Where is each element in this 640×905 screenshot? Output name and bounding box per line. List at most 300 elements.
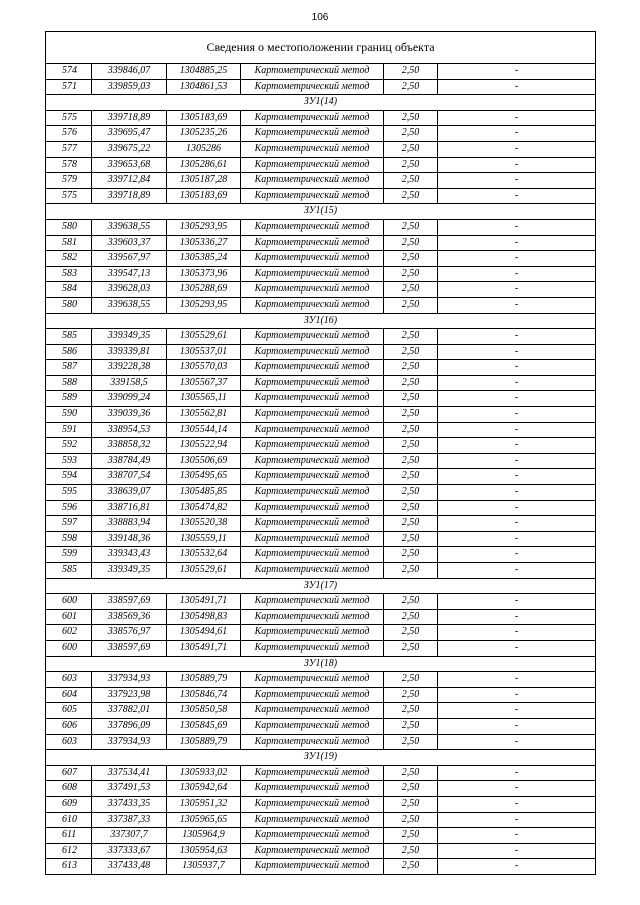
description-cell: - bbox=[438, 235, 596, 251]
method-cell: Картометрический метод bbox=[241, 469, 384, 485]
table-row bbox=[46, 407, 596, 423]
accuracy-cell: 2,50 bbox=[384, 843, 438, 859]
accuracy-cell: 2,50 bbox=[384, 796, 438, 812]
y-coordinate-cell: 1305286 bbox=[167, 141, 241, 157]
x-coordinate-cell: 338858,32 bbox=[92, 438, 167, 454]
y-coordinate-cell: 1305385,24 bbox=[167, 251, 241, 267]
x-coordinate-cell: 338954,53 bbox=[92, 422, 167, 438]
accuracy-cell: 2,50 bbox=[384, 141, 438, 157]
y-coordinate-cell: 1305520,38 bbox=[167, 516, 241, 532]
method-cell: Картометрический метод bbox=[241, 609, 384, 625]
table-row bbox=[46, 141, 596, 157]
x-coordinate-cell: 337333,67 bbox=[92, 843, 167, 859]
method-cell: Картометрический метод bbox=[241, 734, 384, 750]
y-coordinate-cell: 1305567,37 bbox=[167, 375, 241, 391]
method-cell: Картометрический метод bbox=[241, 547, 384, 563]
y-coordinate-cell: 1305562,81 bbox=[167, 407, 241, 423]
table-row bbox=[46, 64, 596, 80]
point-number-cell: 578 bbox=[46, 157, 92, 173]
point-number-cell: 592 bbox=[46, 438, 92, 454]
accuracy-cell: 2,50 bbox=[384, 609, 438, 625]
x-coordinate-cell: 338707,54 bbox=[92, 469, 167, 485]
description-cell: - bbox=[438, 282, 596, 298]
table-row bbox=[46, 126, 596, 142]
y-coordinate-cell: 1305846,74 bbox=[167, 687, 241, 703]
accuracy-cell: 2,50 bbox=[384, 640, 438, 656]
point-number-cell: 587 bbox=[46, 360, 92, 376]
description-cell: - bbox=[438, 640, 596, 656]
point-number-cell: 605 bbox=[46, 703, 92, 719]
table-row bbox=[46, 718, 596, 734]
table-row bbox=[46, 438, 596, 454]
method-cell: Картометрический метод bbox=[241, 329, 384, 345]
table-row bbox=[46, 594, 596, 610]
point-number-cell: 580 bbox=[46, 297, 92, 313]
point-number-cell: 595 bbox=[46, 485, 92, 501]
description-cell: - bbox=[438, 859, 596, 875]
point-number-cell: 602 bbox=[46, 625, 92, 641]
point-number-cell: 575 bbox=[46, 188, 92, 204]
x-coordinate-cell: 339695,47 bbox=[92, 126, 167, 142]
method-cell: Картометрический метод bbox=[241, 718, 384, 734]
y-coordinate-cell: 1305570,03 bbox=[167, 360, 241, 376]
y-coordinate-cell: 1305565,11 bbox=[167, 391, 241, 407]
description-cell: - bbox=[438, 188, 596, 204]
method-cell: Картометрический метод bbox=[241, 812, 384, 828]
method-cell: Картометрический метод bbox=[241, 843, 384, 859]
x-coordinate-cell: 338716,81 bbox=[92, 500, 167, 516]
x-coordinate-cell: 339099,24 bbox=[92, 391, 167, 407]
y-coordinate-cell: 1305288,69 bbox=[167, 282, 241, 298]
point-number-cell: 594 bbox=[46, 469, 92, 485]
x-coordinate-cell: 339158,5 bbox=[92, 375, 167, 391]
y-coordinate-cell: 1305529,61 bbox=[167, 563, 241, 579]
y-coordinate-cell: 1305183,69 bbox=[167, 110, 241, 126]
y-coordinate-cell: 1305942,64 bbox=[167, 781, 241, 797]
description-cell: - bbox=[438, 796, 596, 812]
x-coordinate-cell: 339349,35 bbox=[92, 329, 167, 345]
method-cell: Картометрический метод bbox=[241, 640, 384, 656]
table-row bbox=[46, 734, 596, 750]
table-row bbox=[46, 687, 596, 703]
y-coordinate-cell: 1305954,63 bbox=[167, 843, 241, 859]
accuracy-cell: 2,50 bbox=[384, 781, 438, 797]
method-cell: Картометрический метод bbox=[241, 251, 384, 267]
description-cell: - bbox=[438, 687, 596, 703]
method-cell: Картометрический метод bbox=[241, 516, 384, 532]
point-number-cell: 576 bbox=[46, 126, 92, 142]
table-row bbox=[46, 453, 596, 469]
description-cell: - bbox=[438, 516, 596, 532]
table-row bbox=[46, 188, 596, 204]
x-coordinate-cell: 339638,55 bbox=[92, 219, 167, 235]
x-coordinate-cell: 338576,97 bbox=[92, 625, 167, 641]
x-coordinate-cell: 339712,84 bbox=[92, 173, 167, 189]
description-cell: - bbox=[438, 173, 596, 189]
accuracy-cell: 2,50 bbox=[384, 235, 438, 251]
method-cell: Картометрический метод bbox=[241, 344, 384, 360]
accuracy-cell: 2,50 bbox=[384, 251, 438, 267]
group-header-row bbox=[46, 656, 596, 672]
description-cell: - bbox=[438, 563, 596, 579]
x-coordinate-cell: 339859,03 bbox=[92, 79, 167, 95]
method-cell: Картометрический метод bbox=[241, 453, 384, 469]
y-coordinate-cell: 1305965,65 bbox=[167, 812, 241, 828]
y-coordinate-cell: 1305845,69 bbox=[167, 718, 241, 734]
accuracy-cell: 2,50 bbox=[384, 110, 438, 126]
accuracy-cell: 2,50 bbox=[384, 625, 438, 641]
y-coordinate-cell: 1305293,95 bbox=[167, 219, 241, 235]
y-coordinate-cell: 1305522,94 bbox=[167, 438, 241, 454]
accuracy-cell: 2,50 bbox=[384, 173, 438, 189]
description-cell: - bbox=[438, 438, 596, 454]
accuracy-cell: 2,50 bbox=[384, 375, 438, 391]
accuracy-cell: 2,50 bbox=[384, 672, 438, 688]
description-cell: - bbox=[438, 703, 596, 719]
table-title-row bbox=[46, 32, 596, 64]
method-cell: Картометрический метод bbox=[241, 360, 384, 376]
y-coordinate-cell: 1305544,14 bbox=[167, 422, 241, 438]
x-coordinate-cell: 339339,81 bbox=[92, 344, 167, 360]
point-number-cell: 589 bbox=[46, 391, 92, 407]
description-cell: - bbox=[438, 594, 596, 610]
table-row bbox=[46, 485, 596, 501]
method-cell: Картометрический метод bbox=[241, 79, 384, 95]
method-cell: Картометрический метод bbox=[241, 703, 384, 719]
point-number-cell: 593 bbox=[46, 453, 92, 469]
table-row bbox=[46, 391, 596, 407]
accuracy-cell: 2,50 bbox=[384, 266, 438, 282]
accuracy-cell: 2,50 bbox=[384, 453, 438, 469]
y-coordinate-cell: 1305235,26 bbox=[167, 126, 241, 142]
accuracy-cell: 2,50 bbox=[384, 485, 438, 501]
x-coordinate-cell: 339718,89 bbox=[92, 110, 167, 126]
description-cell: - bbox=[438, 141, 596, 157]
x-coordinate-cell: 338639,07 bbox=[92, 485, 167, 501]
point-number-cell: 597 bbox=[46, 516, 92, 532]
accuracy-cell: 2,50 bbox=[384, 765, 438, 781]
point-number-cell: 585 bbox=[46, 329, 92, 345]
accuracy-cell: 2,50 bbox=[384, 734, 438, 750]
method-cell: Картометрический метод bbox=[241, 266, 384, 282]
y-coordinate-cell: 1305933,02 bbox=[167, 765, 241, 781]
point-number-cell: 611 bbox=[46, 828, 92, 844]
x-coordinate-cell: 339349,35 bbox=[92, 563, 167, 579]
x-coordinate-cell: 339718,89 bbox=[92, 188, 167, 204]
table-row bbox=[46, 812, 596, 828]
table-row bbox=[46, 360, 596, 376]
group-label: ЗУ1(17) bbox=[46, 578, 596, 594]
y-coordinate-cell: 1305336,27 bbox=[167, 235, 241, 251]
description-cell: - bbox=[438, 110, 596, 126]
accuracy-cell: 2,50 bbox=[384, 407, 438, 423]
point-number-cell: 600 bbox=[46, 640, 92, 656]
point-number-cell: 579 bbox=[46, 173, 92, 189]
description-cell: - bbox=[438, 765, 596, 781]
method-cell: Картометрический метод bbox=[241, 765, 384, 781]
description-cell: - bbox=[438, 843, 596, 859]
point-number-cell: 606 bbox=[46, 718, 92, 734]
table-row bbox=[46, 282, 596, 298]
table-row bbox=[46, 781, 596, 797]
y-coordinate-cell: 1305495,65 bbox=[167, 469, 241, 485]
method-cell: Картометрический метод bbox=[241, 219, 384, 235]
table-row bbox=[46, 422, 596, 438]
y-coordinate-cell: 1305537,01 bbox=[167, 344, 241, 360]
method-cell: Картометрический метод bbox=[241, 391, 384, 407]
y-coordinate-cell: 1305951,32 bbox=[167, 796, 241, 812]
point-number-cell: 603 bbox=[46, 672, 92, 688]
description-cell: - bbox=[438, 407, 596, 423]
point-number-cell: 584 bbox=[46, 282, 92, 298]
y-coordinate-cell: 1305532,64 bbox=[167, 547, 241, 563]
point-number-cell: 582 bbox=[46, 251, 92, 267]
table-row bbox=[46, 796, 596, 812]
x-coordinate-cell: 337433,48 bbox=[92, 859, 167, 875]
group-header-row bbox=[46, 578, 596, 594]
y-coordinate-cell: 1305937,7 bbox=[167, 859, 241, 875]
y-coordinate-cell: 1305889,79 bbox=[167, 672, 241, 688]
method-cell: Картометрический метод bbox=[241, 859, 384, 875]
y-coordinate-cell: 1305889,79 bbox=[167, 734, 241, 750]
table-row bbox=[46, 235, 596, 251]
accuracy-cell: 2,50 bbox=[384, 547, 438, 563]
point-number-cell: 608 bbox=[46, 781, 92, 797]
method-cell: Картометрический метод bbox=[241, 375, 384, 391]
table-row bbox=[46, 266, 596, 282]
method-cell: Картометрический метод bbox=[241, 64, 384, 80]
description-cell: - bbox=[438, 251, 596, 267]
y-coordinate-cell: 1305964,9 bbox=[167, 828, 241, 844]
accuracy-cell: 2,50 bbox=[384, 329, 438, 345]
group-label: ЗУ1(14) bbox=[46, 95, 596, 111]
group-label: ЗУ1(15) bbox=[46, 204, 596, 220]
description-cell: - bbox=[438, 781, 596, 797]
table-row bbox=[46, 828, 596, 844]
x-coordinate-cell: 339228,38 bbox=[92, 360, 167, 376]
group-label: ЗУ1(16) bbox=[46, 313, 596, 329]
accuracy-cell: 2,50 bbox=[384, 188, 438, 204]
x-coordinate-cell: 337491,53 bbox=[92, 781, 167, 797]
description-cell: - bbox=[438, 500, 596, 516]
method-cell: Картометрический метод bbox=[241, 422, 384, 438]
table-row bbox=[46, 329, 596, 345]
description-cell: - bbox=[438, 828, 596, 844]
x-coordinate-cell: 339846,07 bbox=[92, 64, 167, 80]
x-coordinate-cell: 337433,35 bbox=[92, 796, 167, 812]
method-cell: Картометрический метод bbox=[241, 141, 384, 157]
group-header-row bbox=[46, 95, 596, 111]
y-coordinate-cell: 1305187,28 bbox=[167, 173, 241, 189]
point-number-cell: 575 bbox=[46, 110, 92, 126]
method-cell: Картометрический метод bbox=[241, 297, 384, 313]
accuracy-cell: 2,50 bbox=[384, 563, 438, 579]
x-coordinate-cell: 339638,55 bbox=[92, 297, 167, 313]
x-coordinate-cell: 339675,22 bbox=[92, 141, 167, 157]
description-cell: - bbox=[438, 360, 596, 376]
y-coordinate-cell: 1305183,69 bbox=[167, 188, 241, 204]
y-coordinate-cell: 1305559,11 bbox=[167, 531, 241, 547]
description-cell: - bbox=[438, 625, 596, 641]
table-row bbox=[46, 469, 596, 485]
y-coordinate-cell: 1305491,71 bbox=[167, 594, 241, 610]
accuracy-cell: 2,50 bbox=[384, 438, 438, 454]
accuracy-cell: 2,50 bbox=[384, 219, 438, 235]
x-coordinate-cell: 339653,68 bbox=[92, 157, 167, 173]
point-number-cell: 612 bbox=[46, 843, 92, 859]
table-row bbox=[46, 843, 596, 859]
x-coordinate-cell: 338597,69 bbox=[92, 640, 167, 656]
accuracy-cell: 2,50 bbox=[384, 812, 438, 828]
method-cell: Картометрический метод bbox=[241, 126, 384, 142]
x-coordinate-cell: 339343,43 bbox=[92, 547, 167, 563]
description-cell: - bbox=[438, 375, 596, 391]
description-cell: - bbox=[438, 126, 596, 142]
point-number-cell: 603 bbox=[46, 734, 92, 750]
accuracy-cell: 2,50 bbox=[384, 531, 438, 547]
point-number-cell: 600 bbox=[46, 594, 92, 610]
x-coordinate-cell: 337534,41 bbox=[92, 765, 167, 781]
x-coordinate-cell: 337934,93 bbox=[92, 672, 167, 688]
accuracy-cell: 2,50 bbox=[384, 391, 438, 407]
method-cell: Картометрический метод bbox=[241, 796, 384, 812]
x-coordinate-cell: 338597,69 bbox=[92, 594, 167, 610]
x-coordinate-cell: 338569,36 bbox=[92, 609, 167, 625]
y-coordinate-cell: 1305529,61 bbox=[167, 329, 241, 345]
method-cell: Картометрический метод bbox=[241, 407, 384, 423]
method-cell: Картометрический метод bbox=[241, 282, 384, 298]
y-coordinate-cell: 1305494,61 bbox=[167, 625, 241, 641]
method-cell: Картометрический метод bbox=[241, 157, 384, 173]
point-number-cell: 586 bbox=[46, 344, 92, 360]
method-cell: Картометрический метод bbox=[241, 828, 384, 844]
description-cell: - bbox=[438, 64, 596, 80]
y-coordinate-cell: 1305474,82 bbox=[167, 500, 241, 516]
table-row bbox=[46, 297, 596, 313]
accuracy-cell: 2,50 bbox=[384, 703, 438, 719]
x-coordinate-cell: 339148,36 bbox=[92, 531, 167, 547]
table-row bbox=[46, 859, 596, 875]
point-number-cell: 590 bbox=[46, 407, 92, 423]
description-cell: - bbox=[438, 609, 596, 625]
table-row bbox=[46, 609, 596, 625]
point-number-cell: 571 bbox=[46, 79, 92, 95]
method-cell: Картометрический метод bbox=[241, 594, 384, 610]
accuracy-cell: 2,50 bbox=[384, 828, 438, 844]
description-cell: - bbox=[438, 344, 596, 360]
point-number-cell: 604 bbox=[46, 687, 92, 703]
point-number-cell: 588 bbox=[46, 375, 92, 391]
boundary-coordinates-table bbox=[45, 31, 596, 875]
point-number-cell: 599 bbox=[46, 547, 92, 563]
accuracy-cell: 2,50 bbox=[384, 157, 438, 173]
table-row bbox=[46, 765, 596, 781]
accuracy-cell: 2,50 bbox=[384, 687, 438, 703]
x-coordinate-cell: 337896,09 bbox=[92, 718, 167, 734]
y-coordinate-cell: 1304885,25 bbox=[167, 64, 241, 80]
point-number-cell: 601 bbox=[46, 609, 92, 625]
description-cell: - bbox=[438, 672, 596, 688]
accuracy-cell: 2,50 bbox=[384, 360, 438, 376]
method-cell: Картометрический метод bbox=[241, 485, 384, 501]
point-number-cell: 580 bbox=[46, 219, 92, 235]
accuracy-cell: 2,50 bbox=[384, 79, 438, 95]
group-header-row bbox=[46, 204, 596, 220]
accuracy-cell: 2,50 bbox=[384, 859, 438, 875]
description-cell: - bbox=[438, 219, 596, 235]
accuracy-cell: 2,50 bbox=[384, 344, 438, 360]
method-cell: Картометрический метод bbox=[241, 110, 384, 126]
table-row bbox=[46, 625, 596, 641]
table-row bbox=[46, 531, 596, 547]
x-coordinate-cell: 339567,97 bbox=[92, 251, 167, 267]
table-row bbox=[46, 375, 596, 391]
accuracy-cell: 2,50 bbox=[384, 64, 438, 80]
method-cell: Картометрический метод bbox=[241, 531, 384, 547]
description-cell: - bbox=[438, 453, 596, 469]
table-row bbox=[46, 157, 596, 173]
point-number-cell: 585 bbox=[46, 563, 92, 579]
table-title: Сведения о местоположении границ объекта bbox=[46, 32, 596, 64]
accuracy-cell: 2,50 bbox=[384, 282, 438, 298]
method-cell: Картометрический метод bbox=[241, 438, 384, 454]
point-number-cell: 598 bbox=[46, 531, 92, 547]
table-row bbox=[46, 173, 596, 189]
point-number-cell: 577 bbox=[46, 141, 92, 157]
group-label: ЗУ1(18) bbox=[46, 656, 596, 672]
table-row bbox=[46, 79, 596, 95]
y-coordinate-cell: 1305373,96 bbox=[167, 266, 241, 282]
table-row bbox=[46, 219, 596, 235]
table-row bbox=[46, 110, 596, 126]
description-cell: - bbox=[438, 266, 596, 282]
point-number-cell: 583 bbox=[46, 266, 92, 282]
method-cell: Картометрический метод bbox=[241, 188, 384, 204]
y-coordinate-cell: 1305286,61 bbox=[167, 157, 241, 173]
point-number-cell: 591 bbox=[46, 422, 92, 438]
group-header-row bbox=[46, 750, 596, 766]
x-coordinate-cell: 338883,94 bbox=[92, 516, 167, 532]
x-coordinate-cell: 338784,49 bbox=[92, 453, 167, 469]
y-coordinate-cell: 1304861,53 bbox=[167, 79, 241, 95]
method-cell: Картометрический метод bbox=[241, 672, 384, 688]
y-coordinate-cell: 1305293,95 bbox=[167, 297, 241, 313]
x-coordinate-cell: 337387,33 bbox=[92, 812, 167, 828]
point-number-cell: 609 bbox=[46, 796, 92, 812]
table-row bbox=[46, 563, 596, 579]
table-row bbox=[46, 500, 596, 516]
description-cell: - bbox=[438, 329, 596, 345]
method-cell: Картометрический метод bbox=[241, 235, 384, 251]
method-cell: Картометрический метод bbox=[241, 687, 384, 703]
accuracy-cell: 2,50 bbox=[384, 500, 438, 516]
description-cell: - bbox=[438, 469, 596, 485]
y-coordinate-cell: 1305850,58 bbox=[167, 703, 241, 719]
point-number-cell: 613 bbox=[46, 859, 92, 875]
accuracy-cell: 2,50 bbox=[384, 718, 438, 734]
description-cell: - bbox=[438, 718, 596, 734]
point-number-cell: 574 bbox=[46, 64, 92, 80]
table-row bbox=[46, 703, 596, 719]
description-cell: - bbox=[438, 391, 596, 407]
x-coordinate-cell: 337307,7 bbox=[92, 828, 167, 844]
table-row bbox=[46, 344, 596, 360]
description-cell: - bbox=[438, 422, 596, 438]
description-cell: - bbox=[438, 297, 596, 313]
x-coordinate-cell: 339039,36 bbox=[92, 407, 167, 423]
x-coordinate-cell: 337934,93 bbox=[92, 734, 167, 750]
description-cell: - bbox=[438, 485, 596, 501]
